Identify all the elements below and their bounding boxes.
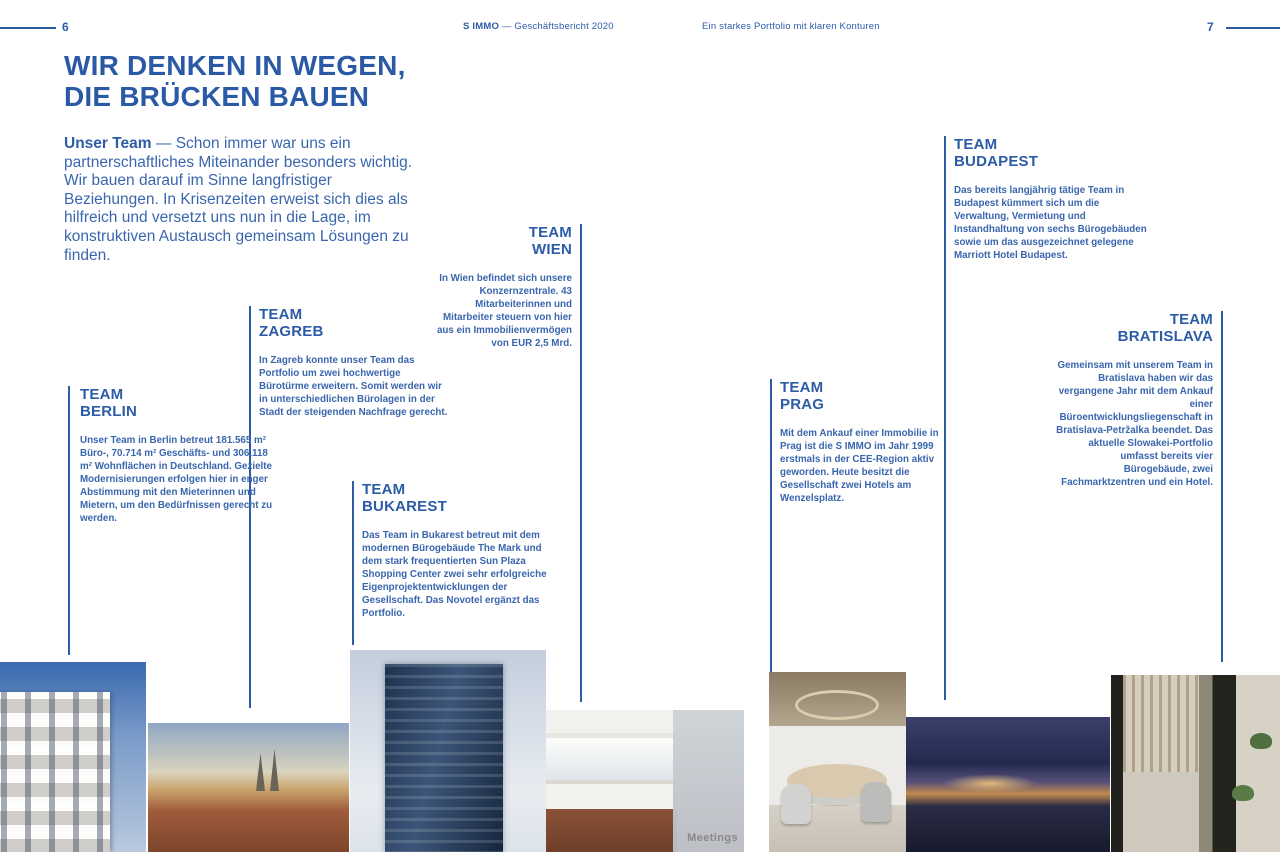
bratislava-lattice-shape [1123, 675, 1199, 772]
header-section-title: Ein starkes Portfolio mit klaren Konturen [702, 21, 880, 32]
photo-bratislava-interior [1111, 675, 1280, 852]
page-number-right: 7 [1207, 20, 1214, 34]
team-wien-text: In Wien befindet sich unsere Konzernzentrale. 43 Mitarbeiterinnen und Mitarbeiter steuern von hier aus ein Immobilienvermögen von EUR 2,5 Mrd. [436, 273, 572, 349]
team-bukarest-heading [362, 481, 562, 515]
berlin-facade-shape [0, 692, 110, 852]
bratislava-plant [1232, 785, 1254, 801]
connector-line-wien [580, 224, 582, 702]
prag-ring-lamp [795, 690, 879, 720]
page-title-line1: WIR DENKEN IN WEGEN, [64, 50, 406, 81]
photo-zagreb-cityscape [148, 723, 349, 852]
team-prag-heading [780, 379, 952, 413]
team-zagreb-text: In Zagreb konnte unser Team das Portfolio um zwei hochwertige Bürotürme erweitern. Somit werden wir in unterschiedlichen Bürolagen in der Stadt der steigenden Nachfrage gerecht. [259, 355, 448, 418]
team-bukarest-text: Das Team in Bukarest betreut mit dem modernen Bürogebäude The Mark und dem stark frequentierten Sun Plaza Shopping Center zwei sehr erfolgreiche Eigenprojektentwicklungen der Gesellschaft. Das Novotel ergänzt das Portfolio. [362, 530, 547, 619]
team-prag-text: Mit dem Ankauf einer Immobilie in Prag ist die S IMMO im Jahr 1999 erstmals in der CEE-Region aktiv geworden. Heute besitzt die Gesellschaft zwei Hotels am Wenzelsplatz. [780, 428, 939, 504]
team-zagreb-label: TEAM [259, 306, 303, 323]
connector-line-prag [770, 379, 772, 698]
team-zagreb-heading [259, 306, 449, 340]
connector-line-bukarest [352, 481, 354, 645]
prag-chair [781, 784, 811, 824]
header-booklet-title [463, 21, 614, 32]
intro-body: — Schon immer war uns ein partnerschaftliches Miteinander besonders wichtig. Wir bauen darauf im Sinne langfristiger Beziehungen. In Krisenzeiten erweist sich dies als hilfreich und versetzt uns nun in die Lage, im konstruktiven Austausch gemeinsam Lösungen zu finden. [64, 135, 413, 264]
team-berlin-text: Unser Team in Berlin betreut 181.565 m² Büro-, 70.714 m² Geschäfts- und 306.118 m² Wohnflächen in Deutschland. Gezielte Modernisierungen erfolgen hier in enger Abstimmung mit den Mieterinnen und Mietern, um den Bedürfnissen gerecht zu werden. [80, 435, 273, 524]
photo-prag-meeting-room [769, 672, 906, 852]
wien-frosted-glass [673, 710, 744, 852]
page-title-line2: DIE BRÜCKEN BAUEN [64, 81, 370, 112]
team-block-bukarest [362, 481, 562, 620]
team-bratislava-city: BRATISLAVA [1117, 328, 1213, 345]
team-zagreb-city: ZAGREB [259, 323, 324, 340]
team-berlin-label: TEAM [80, 386, 124, 403]
photo-wien-office [546, 710, 744, 852]
header-booklet-rest: — Geschäftsbericht 2020 [499, 21, 614, 32]
zagreb-cathedral-spire [256, 753, 265, 791]
wien-glass-label: Meetings [687, 832, 738, 844]
team-block-prag [780, 379, 952, 505]
photo-budapest-night-terrace [906, 717, 1110, 852]
team-bratislava-text: Gemeinsam mit unserem Team in Bratislava haben wir das vergangene Jahr mit dem Ankauf einer Büroentwicklungsliegenschaft in Bratislava-Petržalka beendet. Das aktuelle Slowakei-Portfolio umfasst bereits vier Bürogebäude, zwei Fachmarktzentren und ein Hotel. [1056, 360, 1213, 488]
connector-line-bratislava [1221, 311, 1223, 662]
team-wien-heading [431, 224, 572, 258]
wien-office-windows [546, 733, 677, 784]
zagreb-cathedral-spire [270, 749, 279, 791]
team-berlin-city: BERLIN [80, 403, 138, 420]
team-bukarest-label: TEAM [362, 481, 406, 498]
wien-office-floor [546, 809, 677, 852]
team-block-wien [431, 224, 572, 350]
photo-bukarest-tower [350, 650, 546, 852]
bukarest-tower-shape [385, 664, 503, 852]
team-prag-label: TEAM [780, 379, 824, 396]
page-title [64, 50, 406, 112]
connector-line-berlin [68, 386, 70, 655]
intro-lead: Unser Team [64, 135, 152, 152]
header-rule-right [1226, 27, 1280, 29]
team-budapest-city: BUDAPEST [954, 153, 1039, 170]
bratislava-plant [1250, 733, 1272, 749]
team-block-zagreb [259, 306, 449, 419]
intro-paragraph [64, 135, 422, 265]
team-wien-city: WIEN [532, 241, 572, 258]
photo-berlin-building [0, 662, 146, 852]
budapest-castle-glow [943, 774, 1037, 793]
team-block-budapest [954, 136, 1150, 262]
team-block-bratislava [1052, 311, 1213, 489]
team-wien-label: TEAM [528, 224, 572, 241]
team-block-berlin [80, 386, 276, 525]
prag-chair [861, 782, 891, 822]
team-prag-city: PRAG [780, 396, 825, 413]
team-bratislava-heading [1052, 311, 1213, 345]
header-rule-left [0, 27, 56, 29]
header-brand: S IMMO [463, 21, 500, 32]
team-budapest-label: TEAM [954, 136, 998, 153]
team-berlin-heading [80, 386, 276, 420]
team-bukarest-city: BUKAREST [362, 498, 447, 515]
team-budapest-text: Das bereits langjährig tätige Team in Budapest kümmert sich um die Verwaltung, Vermietung und Instandhaltung von sechs Bürogebäuden sowie um das ausgezeichnet gelegene Marriott Hotel Budapest. [954, 185, 1147, 261]
page-number-left: 6 [62, 20, 69, 34]
team-budapest-heading [954, 136, 1150, 170]
team-bratislava-label: TEAM [1169, 311, 1213, 328]
